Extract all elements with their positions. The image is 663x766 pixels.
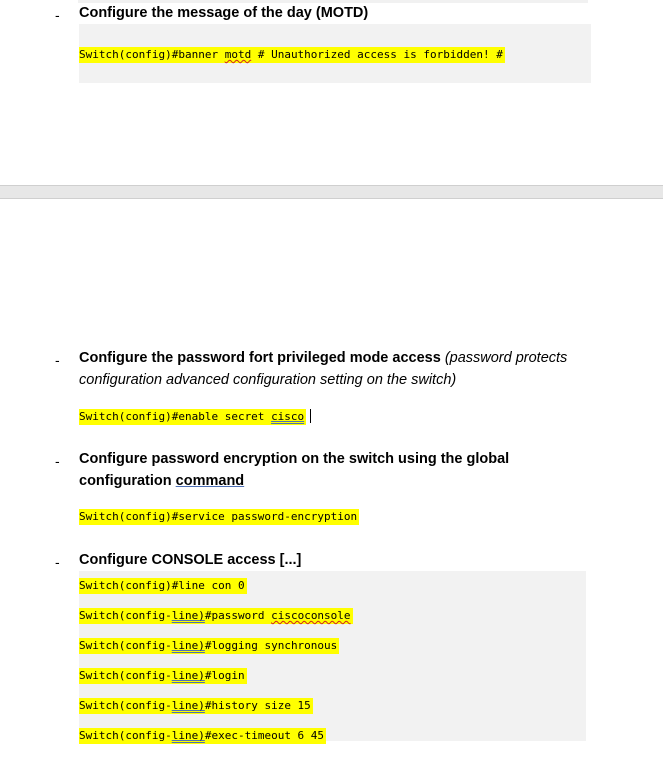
console-line-command: Switch(config-line)#history size 15 xyxy=(79,699,311,712)
motd-command: Switch(config)#banner motd # Unauthorized access is forbidden! # xyxy=(79,48,503,61)
bullet-dash: - xyxy=(55,453,60,469)
underlined-word: command xyxy=(175,473,245,489)
console-heading: Configure CONSOLE access [...] xyxy=(79,552,302,568)
secret-value: cisco xyxy=(271,410,305,423)
console-line-command: Switch(config-line)#exec-timeout 6 45 xyxy=(79,729,325,742)
encryption-heading: Configure password encryption on the switch using the global configuration command xyxy=(79,451,510,489)
console-line-command: Switch(config-line)#login xyxy=(79,669,245,682)
bullet-dash: - xyxy=(55,554,60,570)
misspelled-word: motd xyxy=(224,48,252,61)
enable-command: Switch(config)#enable secret cisco xyxy=(79,410,305,423)
encryption-command: Switch(config)#service password-encryption xyxy=(79,510,358,523)
console-line-command: Switch(config-line)#logging synchronous xyxy=(79,639,338,652)
bullet-dash: - xyxy=(55,7,60,23)
text-cursor xyxy=(310,409,311,423)
console-code-block xyxy=(79,571,586,741)
console-command: Switch(config)#line con 0 xyxy=(79,579,245,592)
misspelled-word: ciscoconsole xyxy=(271,609,351,622)
enable-note: (password protects configuration advanced configuration setting on the switch) xyxy=(79,350,568,388)
motd-heading: Configure the message of the day (MOTD) xyxy=(79,5,369,21)
enable-heading: Configure the password fort privileged mode access (password protects configuration advanced configuration setting on the switch) xyxy=(79,350,568,388)
console-line-command: Switch(config-line)#password ciscoconsole xyxy=(79,609,351,622)
bullet-dash: - xyxy=(55,352,60,368)
page-break xyxy=(0,185,663,199)
